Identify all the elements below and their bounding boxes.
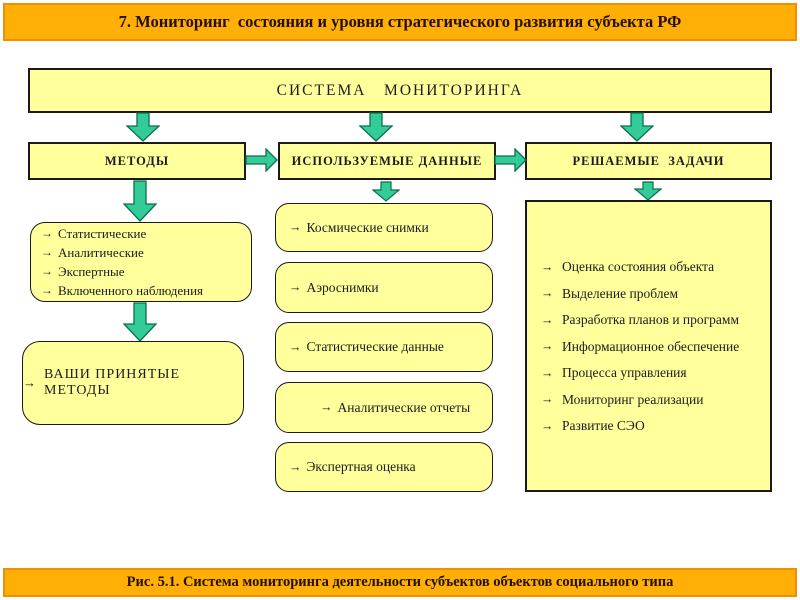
data-source-label: Экспертная оценка <box>306 459 416 474</box>
down-arrow-icon <box>372 181 400 202</box>
accepted-methods-label: ВАШИ ПРИНЯТЫЕ МЕТОДЫ <box>44 367 181 398</box>
data-source-row <box>289 280 379 296</box>
task-item <box>541 311 739 329</box>
methods-list-box <box>30 222 252 302</box>
down-arrow-icon <box>126 112 160 142</box>
task-item-label: Выделение проблем <box>562 285 679 301</box>
data-source-box <box>275 203 493 252</box>
data-source-box <box>275 322 493 372</box>
data-source-row <box>289 220 429 236</box>
list-item <box>41 243 144 262</box>
list-item <box>41 281 203 300</box>
figure-caption: Рис. 5.1. Система мониторинга деятельности субъектов объектов социального типа <box>126 574 674 590</box>
methods-header-box <box>28 142 246 180</box>
task-item <box>541 258 714 276</box>
right-arrow-icon <box>245 148 279 172</box>
arrow-bullet: → <box>289 339 302 354</box>
data-source-row <box>289 459 416 475</box>
arrow-bullet: → <box>541 339 554 353</box>
data-source-box <box>275 262 493 313</box>
system-monitoring-box <box>28 68 772 113</box>
data-source-row <box>289 339 444 355</box>
down-arrow-icon <box>620 112 654 142</box>
task-item-label: Информационное обеспечение <box>562 338 740 354</box>
system-monitoring-label: СИСТЕМА МОНИТОРИНГА <box>276 81 524 99</box>
list-item-label: Статистические <box>58 226 147 241</box>
list-item-label: Экспертные <box>58 264 125 279</box>
arrow-bullet: → <box>541 392 554 406</box>
tasks-header-box <box>525 142 772 180</box>
tasks-box <box>525 200 772 492</box>
arrow-bullet: → <box>289 280 302 294</box>
accepted-methods-box <box>22 341 244 425</box>
down-arrow-icon <box>634 181 662 201</box>
arrow-bullet: → <box>320 400 333 414</box>
list-item-label: Включенного наблюдения <box>58 283 204 298</box>
arrow-bullet: → <box>541 259 554 274</box>
tasks-header-label: РЕШАЕМЫЕ ЗАДАЧИ <box>572 153 725 168</box>
data-source-box <box>275 442 493 492</box>
right-arrow-icon <box>494 148 528 172</box>
task-item <box>541 338 739 356</box>
arrow-bullet: → <box>289 459 302 474</box>
down-arrow-icon <box>359 112 393 142</box>
task-item-label: Оценка состояния объекта <box>562 259 715 274</box>
data-header-label: ИСПОЛЬЗУЕМЫЕ ДАННЫЕ <box>291 153 483 168</box>
arrow-bullet: → <box>23 375 37 390</box>
arrow-bullet: → <box>41 283 53 297</box>
arrow-bullet: → <box>41 264 53 278</box>
methods-header-label: МЕТОДЫ <box>104 153 170 168</box>
data-source-label: Аэроснимки <box>306 279 379 295</box>
data-source-row <box>320 400 470 416</box>
task-item <box>541 285 678 303</box>
task-item <box>541 364 687 382</box>
arrow-bullet: → <box>541 312 554 327</box>
down-arrow-icon <box>123 180 157 222</box>
arrow-bullet: → <box>41 226 53 240</box>
arrow-bullet: → <box>41 245 53 259</box>
task-item-label: Разработка планов и программ <box>562 312 740 327</box>
task-item-label: Процесса управления <box>562 365 687 380</box>
caption-banner <box>3 568 797 597</box>
accepted-methods-row <box>23 367 243 399</box>
data-source-box <box>275 382 493 433</box>
task-item <box>541 391 703 409</box>
data-source-label: Космические снимки <box>306 219 429 235</box>
arrow-bullet: → <box>289 220 302 234</box>
page-title: 7. Мониторинг состояния и уровня стратегического развития субъекта РФ <box>118 12 682 31</box>
data-source-label: Аналитические отчеты <box>337 399 471 415</box>
data-source-label: Статистические данные <box>306 339 444 354</box>
down-arrow-icon <box>123 302 157 342</box>
list-item <box>41 262 125 281</box>
arrow-bullet: → <box>541 418 554 433</box>
title-banner <box>3 3 797 41</box>
task-item-label: Развитие СЭО <box>562 418 645 433</box>
task-item <box>541 417 645 435</box>
list-item-label: Аналитические <box>58 245 144 260</box>
task-item-label: Мониторинг реализации <box>562 391 704 407</box>
data-header-box <box>278 142 496 180</box>
list-item <box>41 224 146 243</box>
arrow-bullet: → <box>541 365 554 380</box>
arrow-bullet: → <box>541 286 554 300</box>
